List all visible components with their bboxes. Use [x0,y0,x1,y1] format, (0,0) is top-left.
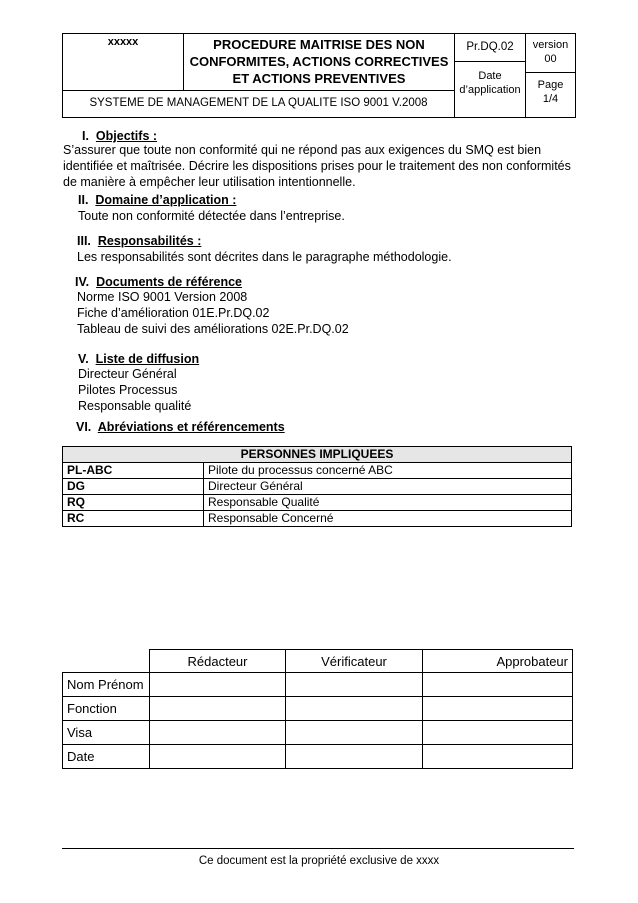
section-title-abreviations [76,420,285,434]
section-title-domaine [78,193,236,207]
signature-cell [423,721,573,745]
meaning-cell: Directeur Général [204,479,572,495]
table-row [63,673,573,697]
section-label: Abréviations et référencements [97,420,285,434]
section-number: I. [82,129,89,143]
section-title-responsabilites [77,234,201,248]
meaning-cell: Responsable Qualité [204,495,572,511]
section-number: III. [77,234,91,248]
table-row [63,495,572,511]
section-body-objectifs [63,142,571,190]
procedure-ref: Pr.DQ.02 [466,41,514,53]
body-line: Norme ISO 9001 Version 2008 [77,290,248,304]
section-number: V. [78,352,89,366]
version-value: 00 [544,53,557,65]
section-title-documents [75,275,242,289]
signature-cell [286,721,423,745]
title-line: CONFORMITES, ACTIONS CORRECTIVES [189,54,449,69]
table-row [63,463,572,479]
page-value: 1/4 [542,93,559,105]
body-line: Directeur Général [78,367,177,381]
footer-text: Ce document est la propriété exclusive de xxxx [198,855,440,867]
section-title-objectifs [82,129,157,143]
table-row [63,479,572,495]
body-line: S’assurer que toute non conformité qui ne répond pas aux exigences du SMQ est bien [63,143,542,157]
signature-header-row [63,650,573,673]
column-header-approbateur: Approbateur [423,650,573,673]
section-label: Documents de référence [96,275,242,289]
signature-cell [286,673,423,697]
title-line: ET ACTIONS PREVENTIVES [232,71,406,86]
footer-divider [62,848,574,849]
signature-cell [423,745,573,769]
signature-cell [150,697,286,721]
empty-corner-cell [63,650,150,673]
section-body-domaine [78,208,345,224]
body-line: Toute non conformité détectée dans l’entreprise. [78,209,345,223]
column-header-redacteur: Rédacteur [150,650,286,673]
date-label [455,69,525,97]
signature-cell [286,745,423,769]
table-row [63,511,572,527]
persons-table-heading: PERSONNES IMPLIQUEES [63,447,572,463]
signature-cell [286,697,423,721]
abbreviation-cell: PL-ABC [63,463,204,479]
version-label: version [532,39,569,51]
row-label: Date [63,745,150,769]
signature-cell [423,697,573,721]
body-line: Les responsabilités sont décrites dans le paragraphe méthodologie. [77,250,452,264]
title-line: PROCEDURE MAITRISE DES NON [213,37,425,52]
body-line: identifiée et maîtrisée. Décrire les dispositions prises pour le traitement des non conformités [63,159,571,173]
page-cell [526,78,575,106]
section-number: II. [78,193,89,207]
row-label: Fonction [63,697,150,721]
document-header [62,33,576,118]
persons-table [62,446,572,527]
section-label: Liste de diffusion [95,352,200,366]
section-number: IV. [75,275,90,289]
table-row [63,721,573,745]
body-line: Tableau de suivi des améliorations 02E.Pr.DQ.02 [77,322,349,336]
section-label: Responsabilités : [97,234,202,248]
version-cell [526,38,575,66]
signature-cell [423,673,573,697]
section-body-documents [77,289,349,337]
procedure-title [184,36,454,87]
abbreviation-cell: RC [63,511,204,527]
section-label: Objectifs : [95,129,158,143]
management-system: SYSTEME DE MANAGEMENT DE LA QUALITE ISO 9001 V.2008 [89,97,428,109]
section-number: VI. [76,420,92,434]
body-line: Pilotes Processus [78,383,178,397]
section-title-diffusion [78,352,199,366]
section-body-responsabilites [77,249,452,265]
body-line: Fiche d’amélioration 01E.Pr.DQ.02 [77,306,270,320]
section-label: Domaine d’application : [95,193,237,207]
abbreviation-cell: RQ [63,495,204,511]
row-label: Nom Prénom [63,673,150,697]
table-row [63,745,573,769]
signature-table [62,649,573,769]
signature-cell [150,721,286,745]
date-label-line: Date [478,70,502,82]
company-name: xxxxx [107,36,139,48]
page-label: Page [537,79,564,91]
body-line: Responsable qualité [78,399,192,413]
signature-cell [150,673,286,697]
date-label-line: d’application [459,84,521,96]
abbreviation-cell: DG [63,479,204,495]
meaning-cell: Pilote du processus concerné ABC [204,463,572,479]
column-header-verificateur: Vérificateur [286,650,423,673]
table-header-row [63,447,572,463]
signature-cell [150,745,286,769]
row-label: Visa [63,721,150,745]
section-body-diffusion [78,366,191,414]
body-line: de manière à empêcher leur utilisation intentionnelle. [63,175,356,189]
table-row [63,697,573,721]
meaning-cell: Responsable Concerné [204,511,572,527]
